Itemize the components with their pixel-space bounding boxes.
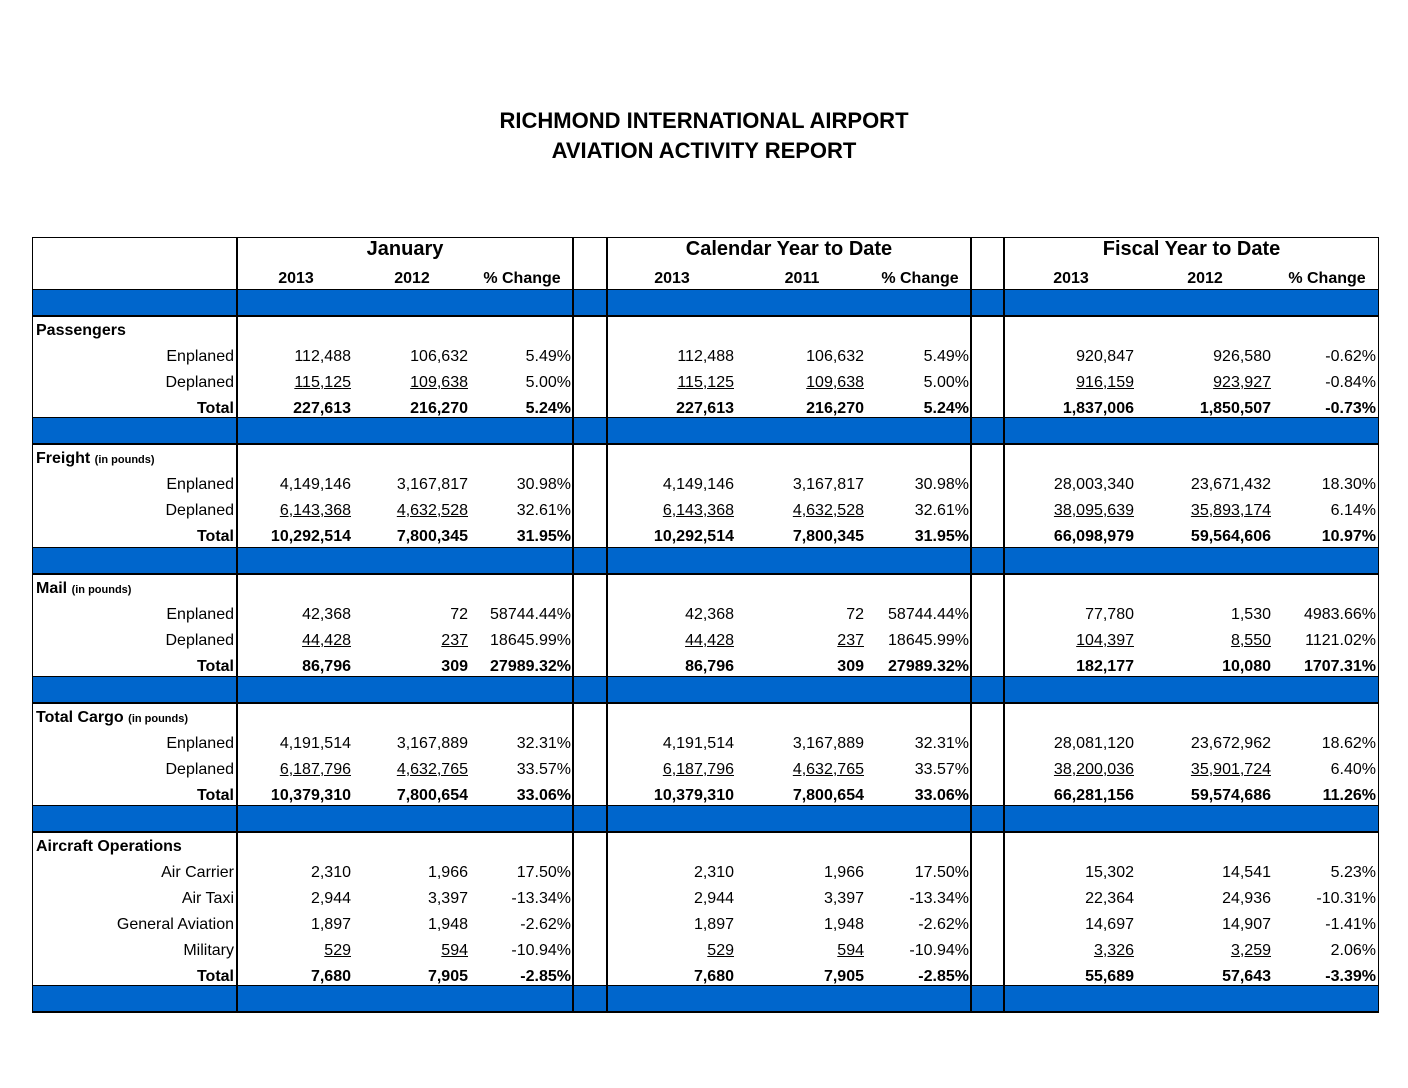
table-cell: 3,167,817 (396, 475, 468, 493)
table-cell: 58744.44% (888, 605, 969, 623)
table-cell: -2.85% (918, 967, 969, 985)
table-cell: 77,780 (1085, 605, 1134, 623)
table-cell: 109,638 (806, 373, 864, 391)
blue-band (972, 986, 1003, 1011)
table-cell: 28,081,120 (1053, 734, 1134, 752)
table-cell: 31.95% (914, 527, 969, 545)
table-cell: 5.24% (525, 399, 571, 417)
table-cell: 227,613 (293, 399, 351, 417)
blue-band (608, 806, 970, 831)
table-cell: 216,270 (410, 399, 468, 417)
table-cell: 109,638 (410, 373, 468, 391)
section-name: Aircraft Operations (36, 838, 182, 855)
row-label: Enplaned (166, 734, 234, 752)
table-cell: 115,125 (294, 373, 351, 391)
row-label: General Aviation (116, 915, 234, 933)
table-cell: 6.40% (1330, 760, 1376, 778)
table-cell: 920,847 (1076, 347, 1134, 365)
blue-band (1005, 986, 1378, 1011)
table-cell: 44,428 (685, 631, 734, 649)
table-cell: 4,191,514 (662, 734, 734, 752)
row-label: Deplaned (165, 760, 234, 778)
table-cell: -13.34% (511, 889, 571, 907)
table-cell: 33.06% (516, 786, 571, 804)
table-cell: 3,326 (1093, 941, 1134, 959)
table-cell: 115,125 (677, 373, 734, 391)
year-header: % Change (881, 270, 959, 287)
table-cell: 4,149,146 (662, 475, 734, 493)
table-cell: 4,191,514 (279, 734, 351, 752)
blue-band (972, 290, 1003, 315)
band-rule (32, 1011, 1379, 1013)
row-label: Deplaned (165, 373, 234, 391)
table-cell: -0.84% (1325, 373, 1376, 391)
section-title (36, 580, 131, 598)
row-label: Total (196, 657, 234, 675)
table-cell: 1707.31% (1303, 657, 1376, 675)
table-cell: -10.94% (909, 941, 969, 959)
table-cell: 66,098,979 (1053, 527, 1134, 545)
table-cell: 7,800,345 (396, 527, 468, 545)
column-divider (970, 237, 972, 1012)
blue-band (1005, 548, 1378, 573)
column-divider (572, 237, 574, 1012)
section-title (36, 450, 155, 468)
section-title (36, 838, 182, 856)
table-cell: 66,281,156 (1053, 786, 1134, 804)
table-cell: 59,564,606 (1190, 527, 1271, 545)
table-cell: 27989.32% (888, 657, 969, 675)
table-cell: 6,187,796 (662, 760, 734, 778)
row-label: Military (183, 941, 234, 959)
table-cell: 30.98% (516, 475, 571, 493)
table-cell: 14,697 (1085, 915, 1134, 933)
section-title (36, 322, 126, 340)
table-cell: 5.23% (1330, 863, 1376, 881)
table-cell: 227,613 (676, 399, 734, 417)
table-cell: 17.50% (516, 863, 571, 881)
year-header: % Change (483, 270, 561, 287)
table-cell: 35,893,174 (1190, 501, 1271, 519)
table-cell: 106,632 (410, 347, 468, 365)
table-cell: -0.62% (1325, 347, 1376, 365)
table-cell: 59,574,686 (1190, 786, 1271, 804)
table-cell: 6.14% (1330, 501, 1376, 519)
table-cell: -10.31% (1316, 889, 1376, 907)
table-cell: 1,897 (693, 915, 734, 933)
blue-band (33, 806, 236, 831)
table-cell: 31.95% (516, 527, 571, 545)
table-cell: 27989.32% (490, 657, 571, 675)
blue-band (33, 986, 236, 1011)
table-cell: 923,927 (1213, 373, 1271, 391)
blue-band (608, 548, 970, 573)
table-cell: 14,907 (1222, 915, 1271, 933)
table-cell: 18.30% (1321, 475, 1376, 493)
blue-band (608, 290, 970, 315)
table-cell: 1,966 (427, 863, 468, 881)
section-unit: (in pounds) (71, 584, 132, 596)
blue-band (608, 986, 970, 1011)
table-cell: 44,428 (302, 631, 351, 649)
band-rule (32, 702, 1379, 704)
table-cell: -2.62% (918, 915, 969, 933)
blue-band (574, 548, 606, 573)
table-cell: 7,800,654 (792, 786, 864, 804)
blue-band (972, 677, 1003, 702)
table-cell: 2,944 (310, 889, 351, 907)
table-cell: 72 (846, 605, 864, 623)
table-cell: 14,541 (1222, 863, 1271, 881)
row-label: Total (196, 967, 234, 985)
table-cell: 32.61% (516, 501, 571, 519)
table-cell: 32.31% (914, 734, 969, 752)
table-cell: 4,149,146 (279, 475, 351, 493)
group-header: January (366, 238, 444, 260)
table-cell: 10,379,310 (270, 786, 351, 804)
table-cell: 10,292,514 (270, 527, 351, 545)
table-cell: 2,310 (693, 863, 734, 881)
table-cell: 1,966 (823, 863, 864, 881)
table-cell: 30.98% (914, 475, 969, 493)
table-cell: 17.50% (914, 863, 969, 881)
row-label: Air Taxi (181, 889, 234, 907)
report-title: RICHMOND INTERNATIONAL AIRPORT (499, 108, 909, 133)
row-label: Deplaned (165, 501, 234, 519)
section-title (36, 709, 188, 727)
table-cell: 10,080 (1222, 657, 1271, 675)
section-name: Passengers (36, 322, 126, 339)
table-cell: 7,800,654 (396, 786, 468, 804)
group-header: Calendar Year to Date (685, 238, 893, 260)
table-cell: 32.31% (516, 734, 571, 752)
table-cell: 6,143,368 (279, 501, 351, 519)
row-label: Enplaned (166, 605, 234, 623)
table-cell: 4,632,528 (792, 501, 864, 519)
table-cell: 2,310 (310, 863, 351, 881)
table-cell: 309 (441, 657, 468, 675)
blue-band (608, 418, 970, 443)
table-cell: 1,948 (427, 915, 468, 933)
year-header: % Change (1288, 270, 1366, 287)
blue-band (238, 418, 572, 443)
section-unit: (in pounds) (128, 713, 189, 725)
blue-band (1005, 290, 1378, 315)
blue-band (33, 548, 236, 573)
blue-band (574, 418, 606, 443)
table-cell: 4,632,765 (792, 760, 864, 778)
table-cell: 8,550 (1230, 631, 1271, 649)
table-cell: 182,177 (1076, 657, 1134, 675)
table-cell: 3,397 (823, 889, 864, 907)
table-cell: 10.97% (1321, 527, 1376, 545)
table-cell: 2.06% (1330, 941, 1376, 959)
table-cell: 57,643 (1222, 967, 1271, 985)
blue-band (238, 806, 572, 831)
table-cell: 7,905 (427, 967, 468, 985)
year-header: 2013 (654, 270, 690, 287)
blue-band (574, 677, 606, 702)
band-rule (32, 573, 1379, 575)
table-cell: 55,689 (1085, 967, 1134, 985)
blue-band (238, 290, 572, 315)
table-cell: 58744.44% (490, 605, 571, 623)
blue-band (972, 418, 1003, 443)
blue-band (33, 290, 236, 315)
table-cell: 7,680 (310, 967, 351, 985)
band-rule (32, 831, 1379, 833)
table-cell: 4,632,765 (396, 760, 468, 778)
table-cell: 926,580 (1213, 347, 1271, 365)
table-cell: 5.00% (525, 373, 571, 391)
table-cell: 35,901,724 (1190, 760, 1271, 778)
table-cell: 86,796 (302, 657, 351, 675)
year-header: 2011 (784, 270, 820, 287)
table-cell: 1,530 (1230, 605, 1271, 623)
blue-band (574, 986, 606, 1011)
table-cell: 237 (441, 631, 468, 649)
row-label: Total (196, 786, 234, 804)
blue-band (574, 806, 606, 831)
table-cell: -2.85% (520, 967, 571, 985)
table-cell: 1121.02% (1305, 631, 1376, 649)
table-cell: 7,905 (823, 967, 864, 985)
blue-band (1005, 806, 1378, 831)
table-cell: -0.73% (1325, 399, 1376, 417)
table-cell: 10,292,514 (653, 527, 734, 545)
table-cell: 11.26% (1322, 786, 1376, 804)
table-cell: 237 (837, 631, 864, 649)
row-label: Enplaned (166, 475, 234, 493)
table-cell: 216,270 (806, 399, 864, 417)
group-header: Fiscal Year to Date (1102, 238, 1281, 260)
blue-band (608, 677, 970, 702)
table-cell: -13.34% (909, 889, 969, 907)
table-cell: 594 (837, 941, 864, 959)
table-cell: 32.61% (914, 501, 969, 519)
table-cell: 42,368 (302, 605, 351, 623)
row-label: Enplaned (166, 347, 234, 365)
table-cell: 3,167,889 (792, 734, 864, 752)
blue-band (972, 548, 1003, 573)
table-cell: 7,800,345 (792, 527, 864, 545)
table-cell: 22,364 (1085, 889, 1134, 907)
section-unit: (in pounds) (94, 454, 155, 466)
table-cell: 38,200,036 (1053, 760, 1134, 778)
row-label: Deplaned (165, 631, 234, 649)
blue-band (1005, 418, 1378, 443)
table-cell: -3.39% (1325, 967, 1376, 985)
blue-band (238, 677, 572, 702)
report-subtitle: AVIATION ACTIVITY REPORT (551, 138, 857, 163)
blue-band (33, 677, 236, 702)
table-cell: 309 (837, 657, 864, 675)
table-cell: 6,187,796 (279, 760, 351, 778)
table-cell: 1,837,006 (1062, 399, 1134, 417)
section-name: Total Cargo (36, 709, 124, 726)
table-cell: 112,488 (677, 347, 734, 365)
table-cell: 3,167,889 (396, 734, 468, 752)
table-cell: 18.62% (1321, 734, 1376, 752)
row-label: Air Carrier (161, 863, 234, 881)
table-cell: 112,488 (294, 347, 351, 365)
year-header: 2013 (278, 270, 314, 287)
table-cell: 7,680 (693, 967, 734, 985)
table-cell: 33.57% (516, 760, 571, 778)
table-cell: 529 (707, 941, 734, 959)
table-cell: 1,948 (823, 915, 864, 933)
blue-band (238, 548, 572, 573)
table-cell: 1,850,507 (1199, 399, 1271, 417)
band-rule (32, 443, 1379, 445)
table-cell: 4,632,528 (396, 501, 468, 519)
table-cell: 5.49% (923, 347, 969, 365)
table-cell: 28,003,340 (1053, 475, 1134, 493)
table-cell: 15,302 (1085, 863, 1134, 881)
table-cell: 916,159 (1076, 373, 1134, 391)
table-cell: 2,944 (693, 889, 734, 907)
row-label: Total (196, 399, 234, 417)
table-cell: -2.62% (520, 915, 571, 933)
table-cell: 23,671,432 (1190, 475, 1271, 493)
table-cell: 594 (441, 941, 468, 959)
table-cell: 23,672,962 (1190, 734, 1271, 752)
table-cell: 529 (324, 941, 351, 959)
table-cell: 86,796 (685, 657, 734, 675)
table-cell: 38,095,639 (1053, 501, 1134, 519)
blue-band (33, 418, 236, 443)
table-cell: 1,897 (310, 915, 351, 933)
band-rule (32, 315, 1379, 317)
table-cell: 4983.66% (1303, 605, 1376, 623)
table-cell: 104,397 (1076, 631, 1134, 649)
table-cell: 3,397 (427, 889, 468, 907)
year-header: 2012 (394, 270, 430, 287)
table-cell: 106,632 (806, 347, 864, 365)
table-cell: 6,143,368 (662, 501, 734, 519)
table-cell: 3,167,817 (792, 475, 864, 493)
table-cell: 10,379,310 (653, 786, 734, 804)
blue-band (574, 290, 606, 315)
table-cell: 42,368 (685, 605, 734, 623)
blue-band (1005, 677, 1378, 702)
section-name: Mail (36, 580, 68, 597)
table-cell: -10.94% (511, 941, 571, 959)
table-cell: 18645.99% (490, 631, 571, 649)
table-cell: 5.49% (525, 347, 571, 365)
section-name: Freight (36, 450, 91, 467)
table-cell: 5.00% (923, 373, 969, 391)
table-cell: 5.24% (923, 399, 969, 417)
table-cell: 72 (450, 605, 468, 623)
table-cell: 33.57% (914, 760, 969, 778)
row-label: Total (196, 527, 234, 545)
table-cell: -1.41% (1325, 915, 1376, 933)
table-cell: 33.06% (914, 786, 969, 804)
table-cell: 18645.99% (888, 631, 969, 649)
blue-band (972, 806, 1003, 831)
table-cell: 24,936 (1222, 889, 1271, 907)
year-header: 2012 (1187, 270, 1223, 287)
blue-band (238, 986, 572, 1011)
table-cell: 3,259 (1230, 941, 1271, 959)
year-header: 2013 (1053, 270, 1089, 287)
